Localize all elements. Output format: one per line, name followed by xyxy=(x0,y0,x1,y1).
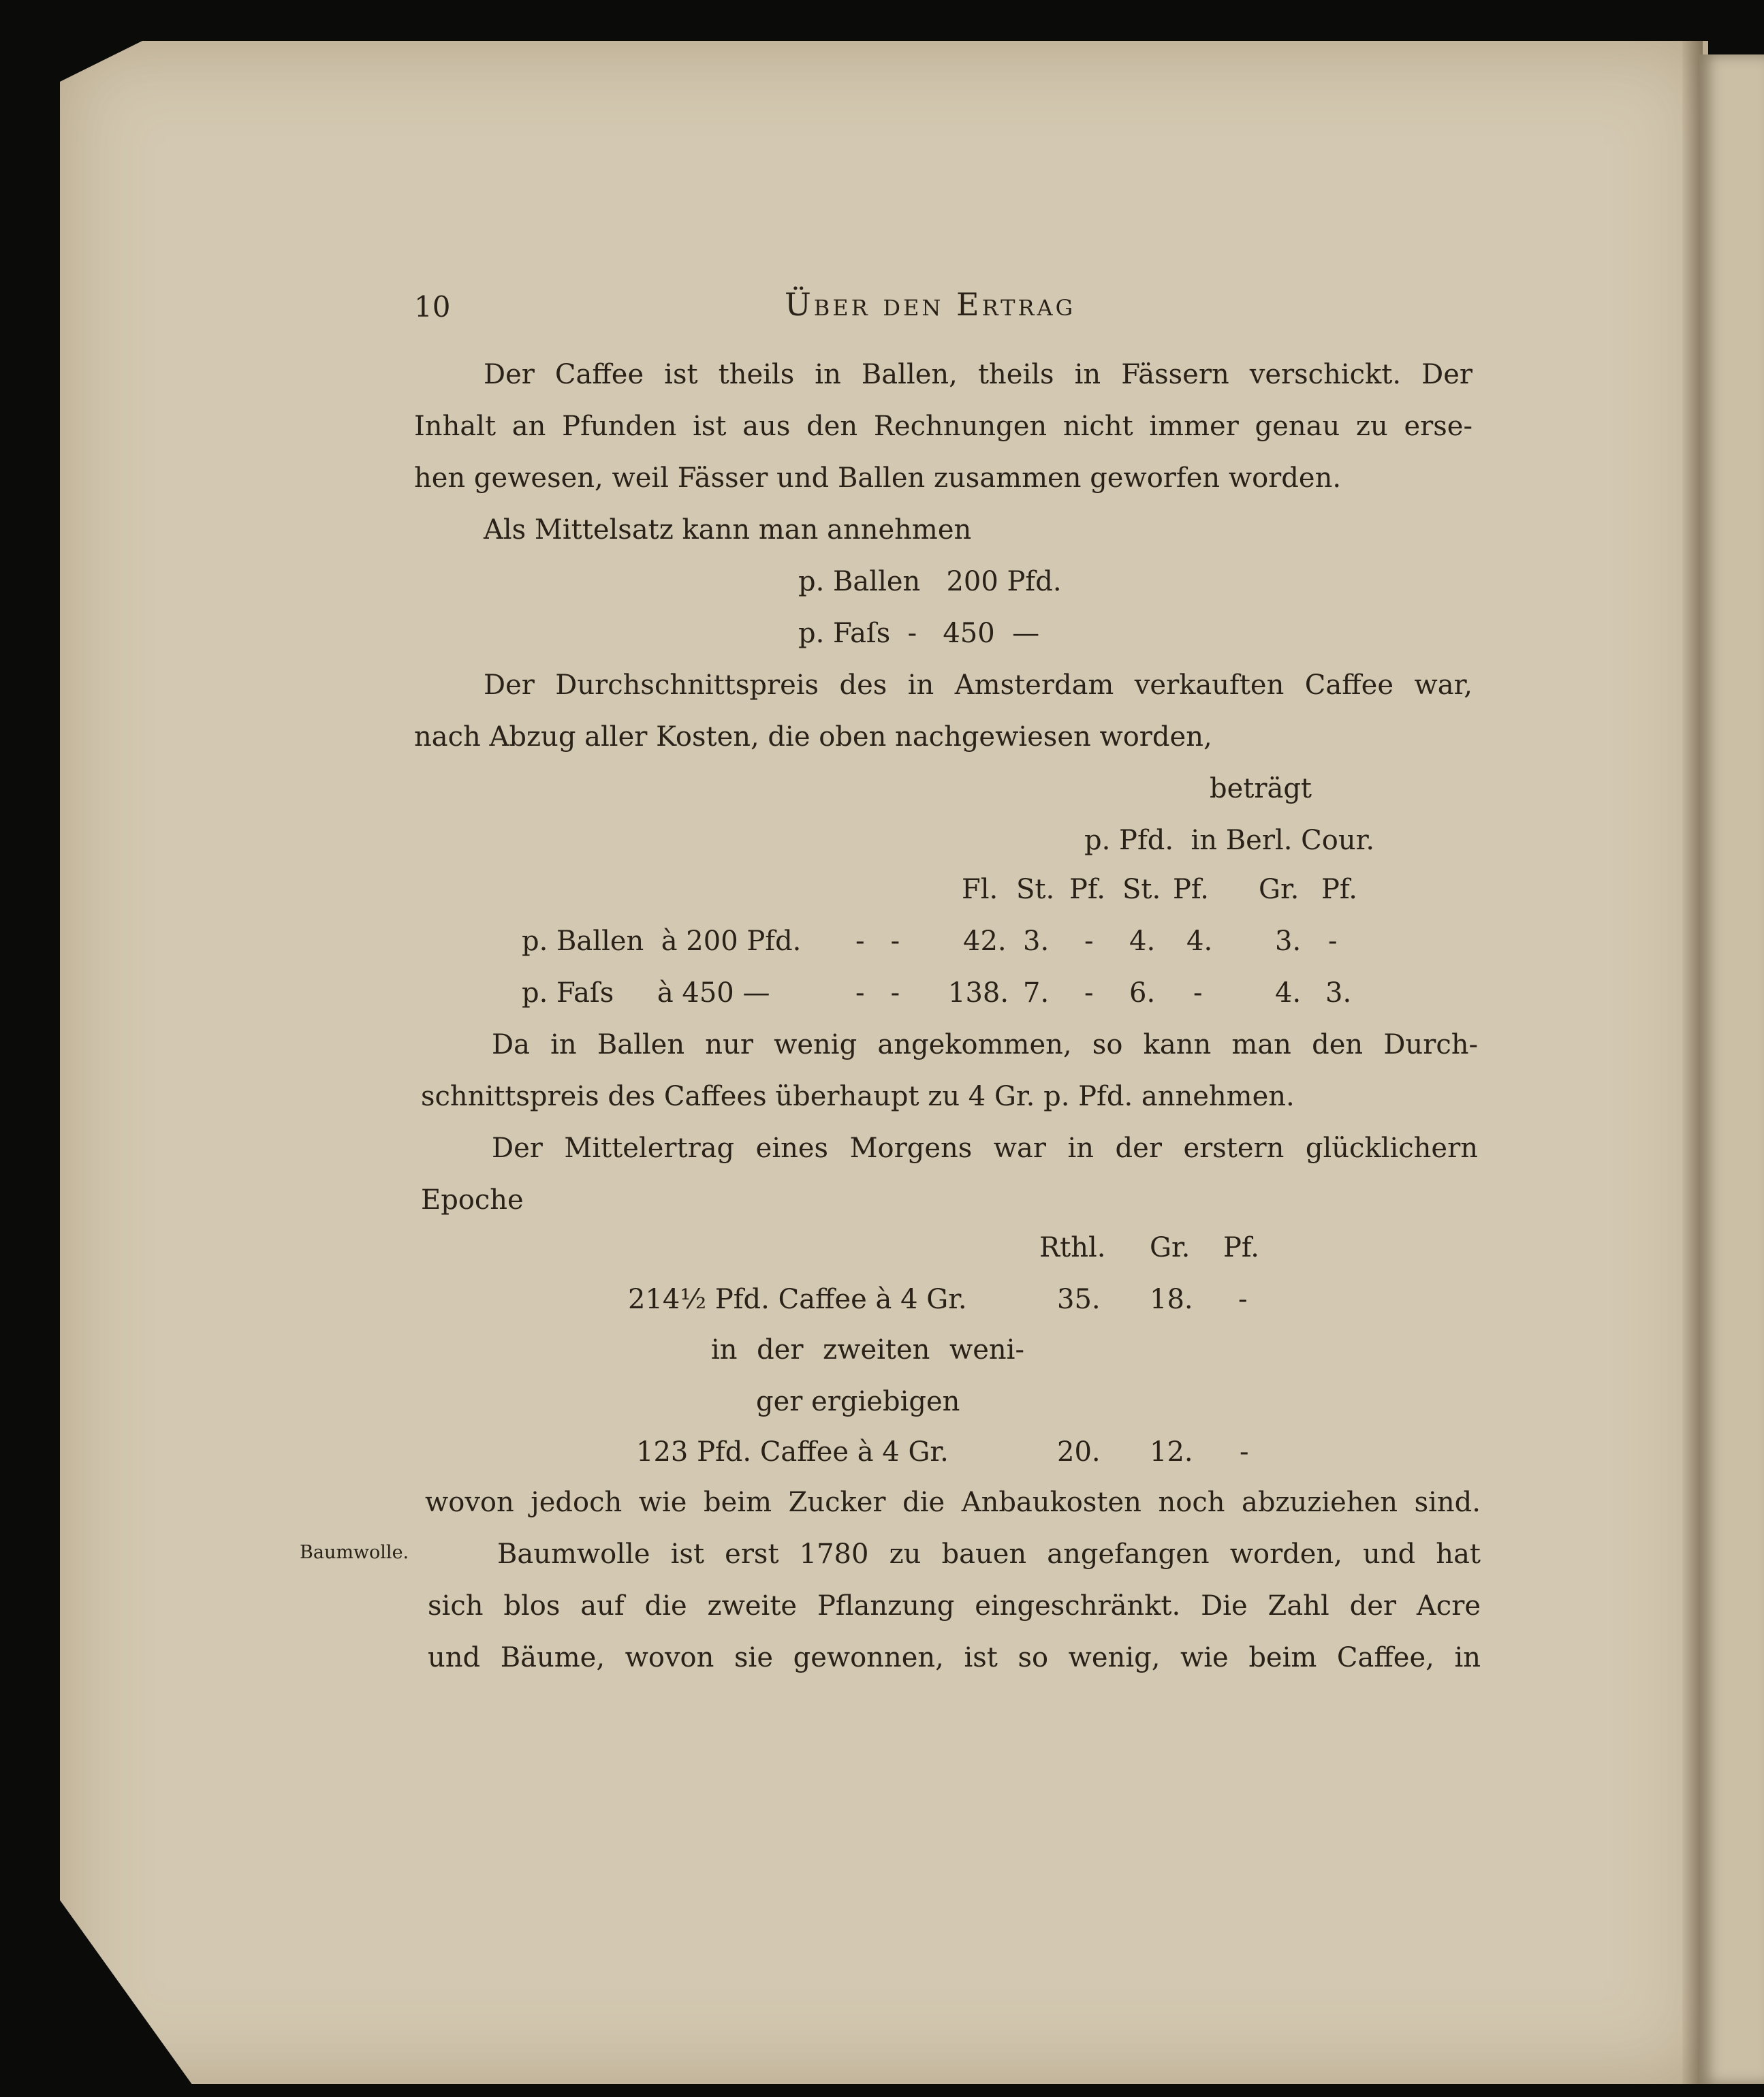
paragraph-2-line-1: Der Durchschnittspreis des in Amsterdam verkauften Caffee war, xyxy=(484,669,1472,701)
paragraph-4-line-2: Epoche xyxy=(421,1184,524,1216)
yield-col-gr: Gr. xyxy=(1150,1232,1191,1263)
price-cell: 4. xyxy=(1275,977,1302,1009)
price-cell: 3. xyxy=(1275,926,1302,957)
mittelsatz-intro: Als Mittelsatz kann man annehmen xyxy=(484,514,972,546)
price-row-dashes-ballen: - - xyxy=(855,926,900,957)
price-cell: 3. xyxy=(1023,926,1050,957)
yield-col-pf: Pf. xyxy=(1223,1232,1260,1263)
price-cell: 42. xyxy=(963,926,1007,957)
yield-cell: 12. xyxy=(1150,1436,1193,1468)
price-cell: 4. xyxy=(1129,926,1156,957)
paragraph-1-line-2: Inhalt an Pfunden ist aus den Rechnungen nicht immer genau zu erse- xyxy=(414,411,1472,442)
price-col-pf-3: Pf. xyxy=(1321,874,1358,905)
price-cell: 6. xyxy=(1129,977,1156,1009)
running-title: Über den Ertrag xyxy=(785,286,1076,323)
mittelsatz-row-ballen: p. Ballen 200 Pfd. xyxy=(798,566,1062,597)
yield-mid-line-1: in der zweiten weni- xyxy=(711,1334,1024,1366)
paragraph-3-line-2: schnittspreis des Caffees überhaupt zu 4 Gr. p. Pfd. annehmen. xyxy=(421,1081,1295,1112)
price-cell: - xyxy=(1193,977,1203,1009)
book-page xyxy=(60,41,1708,2084)
baumwolle-line-2: sich blos auf die zweite Pflanzung eingeschränkt. Die Zahl der Acre xyxy=(428,1590,1481,1622)
price-col-pf-2: Pf. xyxy=(1173,874,1210,905)
price-row-label-ballen: p. Ballen à 200 Pfd. xyxy=(522,926,802,957)
mittelsatz-row-fass: p. Faſs - 450 — xyxy=(798,618,1040,649)
price-col-fl: Fl. xyxy=(962,874,998,905)
baumwolle-line-1: Baumwolle ist erst 1780 zu bauen angefangen worden, und hat xyxy=(497,1539,1481,1570)
yield-cell: - xyxy=(1238,1284,1248,1315)
price-col-pf-1: Pf. xyxy=(1069,874,1106,905)
facing-page-edge xyxy=(1699,54,1764,2084)
price-cell: - xyxy=(1328,926,1338,957)
paragraph-1-line-3: hen gewesen, weil Fässer und Ballen zusammen geworfen worden. xyxy=(414,462,1342,494)
yield-cell: - xyxy=(1240,1436,1249,1468)
paragraph-2-line-2: nach Abzug aller Kosten, die oben nachgewiesen worden, xyxy=(414,721,1212,753)
yield-mid-line-2: ger ergiebigen xyxy=(756,1386,960,1417)
price-col-st-2: St. xyxy=(1122,874,1161,905)
paragraph-4-line-1: Der Mittelertrag eines Morgens war in der erstern glücklichern xyxy=(492,1133,1478,1164)
price-col-gr: Gr. xyxy=(1259,874,1300,905)
price-cell: 7. xyxy=(1023,977,1050,1009)
price-row-dashes-fass: - - xyxy=(855,977,900,1009)
price-cell: - xyxy=(1084,977,1094,1009)
price-table-header: p. Pfd. in Berl. Cour. xyxy=(1084,825,1375,856)
marginal-note-baumwolle: Baumwolle. xyxy=(300,1542,409,1563)
price-cell: 138. xyxy=(948,977,1009,1009)
paragraph-5-line-1: wovon jedoch wie beim Zucker die Anbaukosten noch abzuziehen sind. xyxy=(425,1487,1481,1518)
yield-cell: 20. xyxy=(1057,1436,1101,1468)
price-row-label-fass: p. Faſs à 450 — xyxy=(522,977,770,1009)
yield-cell: 35. xyxy=(1057,1284,1101,1315)
price-cell: - xyxy=(1084,926,1094,957)
yield-col-rthl: Rthl. xyxy=(1039,1232,1106,1263)
baumwolle-line-3: und Bäume, wovon sie gewonnen, ist so wenig, wie beim Caffee, in xyxy=(428,1642,1481,1673)
yield-row-2-label: 123 Pfd. Caffee à 4 Gr. xyxy=(636,1436,949,1468)
price-col-st-1: St. xyxy=(1016,874,1055,905)
paragraph-2-line-3: beträgt xyxy=(1210,773,1312,804)
page-number: 10 xyxy=(414,290,451,324)
price-cell: 4. xyxy=(1186,926,1213,957)
yield-cell: 18. xyxy=(1150,1284,1193,1315)
price-cell: 3. xyxy=(1325,977,1352,1009)
yield-row-1-label: 214½ Pfd. Caffee à 4 Gr. xyxy=(628,1284,967,1315)
paragraph-1-line-1: Der Caffee ist theils in Ballen, theils in Fässern verschickt. Der xyxy=(484,359,1472,390)
paragraph-3-line-1: Da in Ballen nur wenig angekommen, so kann man den Durch- xyxy=(492,1029,1478,1060)
